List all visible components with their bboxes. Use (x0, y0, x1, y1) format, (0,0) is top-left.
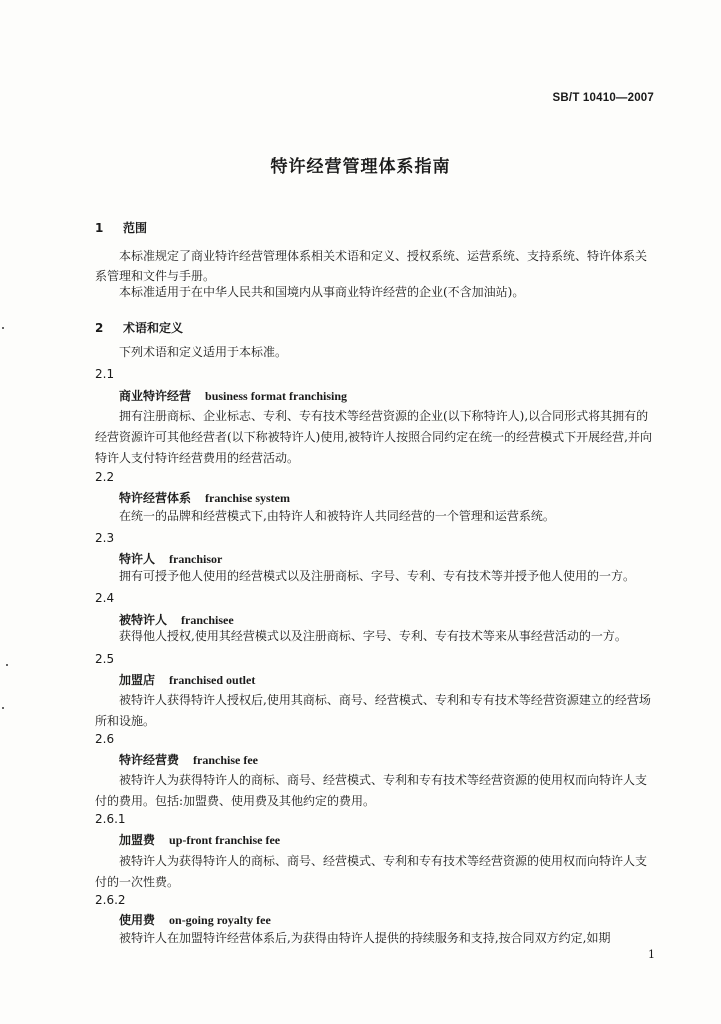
term-en: on-going royalty fee (169, 913, 271, 927)
term-number: 2.6 (95, 732, 115, 746)
page-number: 1 (648, 948, 655, 961)
scope-paragraph-1: 本标准规定了商业特许经营管理体系相关术语和定义、授权系统、运营系统、支持系统、特许体系关系管理和文件与手册。 (95, 249, 648, 283)
term-number: 2.1 (95, 367, 115, 381)
section-1-heading (95, 219, 147, 236)
term-heading (119, 671, 255, 688)
term-en: franchise fee (193, 753, 258, 767)
term-number: 2.6.1 (95, 812, 126, 826)
term-heading (119, 611, 234, 628)
term-zh: 被特许人 (119, 613, 168, 627)
term-heading (119, 489, 290, 506)
term-number: 2.4 (95, 591, 115, 605)
section-title: 范围 (123, 221, 148, 235)
term-number: 2.3 (95, 531, 115, 545)
term-heading (119, 387, 347, 404)
term-heading (119, 751, 258, 768)
term-definition: 拥有可授予他人使用的经营模式以及注册商标、字号、专利、专有技术等并授予他人使用的一方。 (119, 569, 636, 583)
term-definition: 拥有注册商标、企业标志、专利、专有技术等经营资源的企业(以下称特许人),以合同形式将其拥有的经营资源许可其他经营者(以下称被特许人)使用,被特许人按照合同约定在统一的经营模式下开展经营,并向特许人支付特许经营费用的经营活动。 (95, 409, 652, 465)
term-en: up-front franchise fee (169, 833, 281, 847)
term-definition: 在统一的品牌和经营模式下,由特许人和被特许人共同经营的一个管理和运营系统。 (119, 509, 555, 523)
term-definition: 被特许人为获得特许人的商标、商号、经营模式、专利和专有技术等经营资源的使用权而向特许人支付的一次性费。 (95, 854, 648, 889)
term-definition: 获得他人授权,使用其经营模式以及注册商标、字号、专利、专有技术等来从事经营活动的一方。 (119, 629, 627, 643)
term-en: franchised outlet (169, 673, 256, 687)
term-zh: 使用费 (119, 913, 156, 927)
term-zh: 特许经营体系 (119, 491, 192, 505)
term-en: franchise system (205, 491, 290, 505)
term-number: 2.5 (95, 652, 115, 666)
term-en: business format franchising (205, 389, 348, 403)
term-definition: 被特许人在加盟特许经营体系后,为获得由特许人提供的持续服务和支持,按合同双方约定,如期 (119, 931, 611, 945)
term-number: 2.2 (95, 470, 115, 484)
term-en: franchisor (169, 552, 223, 566)
scan-speck (6, 664, 8, 666)
section-2-heading (95, 319, 183, 336)
term-zh: 加盟店 (119, 673, 156, 687)
term-number: 2.6.2 (95, 893, 126, 907)
term-heading (119, 550, 222, 567)
term-heading (119, 831, 280, 848)
terms-intro: 下列术语和定义适用于本标准。 (119, 345, 288, 359)
section-title: 术语和定义 (123, 321, 184, 335)
term-zh: 特许经营费 (119, 753, 180, 767)
term-zh: 加盟费 (119, 833, 156, 847)
term-definition: 被特许人为获得特许人的商标、商号、经营模式、专利和专有技术等经营资源的使用权而向特许人支付的费用。包括:加盟费、使用费及其他约定的费用。 (95, 773, 648, 808)
section-number: 2 (95, 321, 104, 335)
scope-paragraph-2: 本标准适用于在中华人民共和国境内从事商业特许经营的企业(不含加油站)。 (119, 285, 525, 299)
term-heading (119, 911, 271, 928)
term-definition: 被特许人获得特许人授权后,使用其商标、商号、经营模式、专利和专有技术等经营资源建立的经营场所和设施。 (95, 693, 651, 728)
term-en: franchisee (181, 613, 234, 627)
term-zh: 商业特许经营 (119, 389, 192, 403)
term-zh: 特许人 (119, 552, 156, 566)
section-number: 1 (95, 221, 104, 235)
standard-number: SB/T 10410—2007 (552, 92, 654, 104)
page-title: 特许经营管理体系指南 (270, 157, 451, 177)
scan-speck (2, 707, 4, 709)
scan-speck (2, 327, 4, 329)
